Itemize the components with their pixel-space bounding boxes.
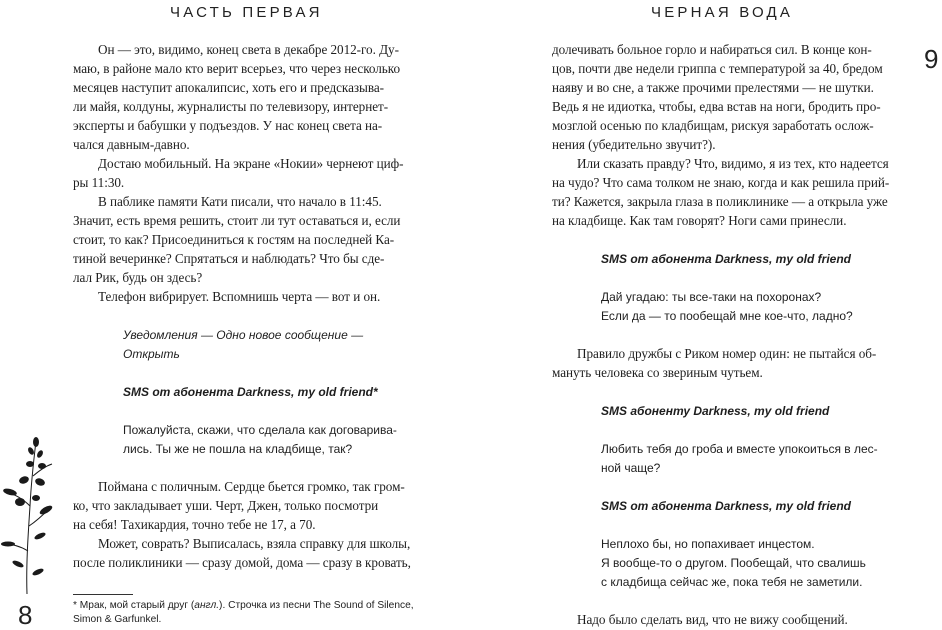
text-line: ли майя, колдуны, журналисты по телевизору, интернет- [73,99,389,114]
text-line: нения (убедительно звучит?). [552,137,716,152]
text-line: Достаю мобильный. На экране «Нокии» чернеют циф- [98,156,404,171]
text-line: на кладбище. Как там говорят? Ноги сами принесли. [552,213,847,228]
text-line: Или сказать правду? Что, видимо, я из тех, кто надеется [577,156,889,171]
text-line: Поймана с поличным. Сердце бьется громко, так гром- [98,479,405,494]
right-running-header: ЧЕРНАЯ ВОДА [651,4,794,21]
text-line: на чудо? Что сама толком не знаю, когда и как решила прий- [552,175,890,190]
left-page-number: 8 [18,600,33,630]
text-line: тиной вечеринке? Спрятаться и наблюдать? Что бы сде- [73,251,385,266]
text-line: В паблике памяти Кати писали, что начало в 11:45. [98,194,382,209]
sms-line: Любить тебя до гроба и вместе упокоиться в лес- [601,442,878,456]
sms-header: SMS от абонента Darkness, my old friend* [123,385,378,399]
text-line: мозглой осенью по кладбищам, рискуя заработать ослож- [552,118,874,133]
left-running-header: ЧАСТЬ ПЕРВАЯ [170,4,323,21]
text-line: стоит, то как? Присоединиться к гостям на последней Ка- [73,232,395,247]
sms-line: с кладбища сейчас же, пока тебя не заметили. [601,575,863,589]
text-line: ти? Кажется, закрыла глаза в поликлинике — а открыла уже [552,194,888,209]
sms-header: SMS абоненту Darkness, my old friend [601,404,830,418]
text-line: Значит, есть время решить, стоит ли тут оставаться и, если [73,213,401,228]
sms-line: Я вообще-то о другом. Пообещай, что свалишь [601,556,866,570]
text-line: месяцев наступит апокалипсис, хоть его и предсказыва- [73,80,384,95]
text-line: наяву и во сне, а также прочими прелестями — не шутки. [552,80,874,95]
text-line: Он — это, видимо, конец света в декабре 2012-го. Ду- [98,42,399,57]
text-line: чался давным-давно. [73,137,190,152]
text-line: эксперты и бабушки у подъездов. У нас конец света на- [73,118,383,133]
footnote-line: * Мрак, мой старый друг (англ.). Строчка из песни The Sound of Silence, [73,600,414,611]
text-line: маю, в районе мало кто верит всерьез, что через несколько [73,61,400,76]
text-line: после поликлиники — сразу домой, дома — сразу в кровать, [73,555,411,570]
text-line: Надо было сделать вид, что не вижу сообщений. [577,612,848,627]
sms-line: Пожалуйста, скажи, что сделала как договарива- [123,423,397,437]
sms-line: Если да — то пообещай мне кое-что, ладно? [601,309,853,323]
text-line: Телефон вибрирует. Вспомнишь черта — вот и он. [98,289,381,304]
text-line: Правило дружбы с Риком номер один: не пытайся об- [577,346,877,361]
sms-header: SMS от абонента Darkness, my old friend [601,252,851,266]
notification-line: Открыть [123,347,180,361]
text-line: на себя! Тахикардия, точно тебе не 17, а 70. [73,517,316,532]
text-line: ры 11:30. [73,175,125,190]
footnote-emphasis: англ. [194,600,220,611]
text-line: ко, что закладывает уши. Черт, Джен, только посмотри [73,498,379,513]
text-line: цов, почти две недели гриппа с температурой за 40, бредом [552,61,883,76]
right-page-number: 9 [924,44,939,74]
sms-line: Дай угадаю: ты все-таки на похоронах? [601,290,822,304]
notification-line: Уведомления — Одно новое сообщение — [123,328,364,342]
footnote-divider [73,594,133,595]
sms-line: Неплохо бы, но попахивает инцестом. [601,537,815,551]
sms-line: лись. Ты же не пошла на кладбище, так? [123,442,353,456]
footnote-line: Simon & Garfunkel. [73,614,162,625]
text-line: долечивать больное горло и набираться сил. В конце кон- [552,42,872,57]
text-line: Может, соврать? Выписалась, взяла справку для школы, [98,536,411,551]
text-line: мануть человека со звериным чутьем. [552,365,763,380]
text-line: Ведь я не идиотка, чтобы, едва встав на ноги, бродить про- [552,99,881,114]
sms-line: ной чаще? [601,461,661,475]
text-line: лал Рик, будь он здесь? [73,270,203,285]
sms-header: SMS от абонента Darkness, my old friend [601,499,851,513]
wildflower-illustration [0,436,54,594]
